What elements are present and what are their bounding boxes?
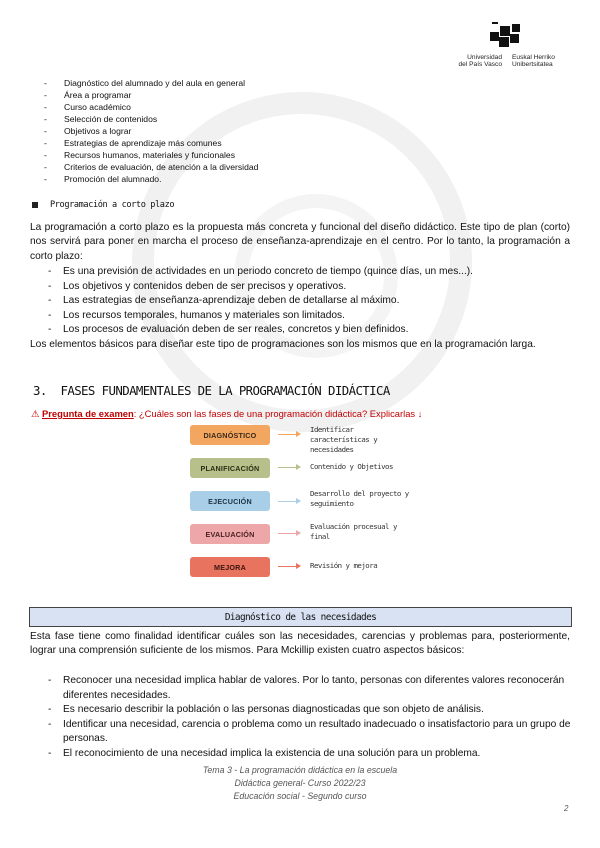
phase-desc: Revisión y mejora (310, 561, 378, 570)
list-item: - Reconocer una necesidad implica hablar de valores. Por lo tanto, personas con diferentes valores reconocerán diferentes necesidades. (48, 675, 565, 701)
list-item: - Promoción del alumnado. (44, 174, 162, 185)
arrow-right-icon (278, 501, 300, 502)
university-logo (446, 16, 570, 74)
list-item: - Los recursos temporales, humanos y materiales son limitados. (48, 309, 345, 321)
list-item: - Objetivos a lograr (44, 126, 132, 137)
phases-diagram (190, 421, 420, 585)
phase-box-planificacion: PLANIFICACIÓN (190, 458, 270, 478)
warning-icon: ⚠ (31, 408, 40, 419)
arrow-right-icon (278, 533, 300, 534)
exam-question: ⚠ Pregunta de examen: ¿Cuáles son las fases de una programación didáctica? Explicarlas ↓ (31, 408, 423, 419)
section-title: 3. FASES FUNDAMENTALES DE LA PROGRAMACIÓN DIDÁCTICA (33, 383, 390, 398)
arrow-right-icon (278, 467, 300, 468)
page-footer: Tema 3 - La programación didáctica en la escuela Didáctica general- Curso 2022/23 Educación social - Segundo curso (202, 765, 398, 802)
phase-box-ejecucion: EJECUCIÓN (190, 491, 270, 511)
list-item: - Recursos humanos, materiales y funcionales (44, 150, 236, 161)
list-item: - Curso académico (44, 102, 131, 113)
list-item: - Los objetivos y contenidos deben de ser precisos y operativos. (48, 280, 347, 292)
list-item: - Selección de contenidos (44, 114, 158, 125)
logo-text-left: Universidad del País Vasco (458, 54, 502, 69)
list-item: - Diagnóstico del alumnado y del aula en general (44, 78, 246, 88)
list-item: - Los procesos de evaluación deben de ser reales, concretos y bien definidos. (48, 324, 409, 336)
short-term-intro: La programación a corto plazo es la propuesta más concreta y funcional del diseño didáctico. Este tipo de plan (corto) nos servirá para poner en marcha el proceso de enseñanza-aprendizaje en el centro. Por lo tanto, la programación a corto plazo: (30, 222, 570, 262)
arrow-right-icon (278, 566, 300, 567)
list-item: - Criterios de evaluación, de atención a la diversidad (44, 162, 259, 173)
list-item: - Identificar una necesidad, carencia o problema como un resultado inadecuado o insatisfactorio para un grupo de personas. (48, 718, 571, 745)
phase-desc: Identificar características y necesidades (310, 425, 378, 454)
list-item: - Las estrategias de enseñanza-aprendizaje deben de detallarse al máximo. (48, 295, 400, 307)
list-item: - Área a programar (44, 90, 132, 101)
needs-heading-box: Diagnóstico de las necesidades (29, 607, 572, 627)
list-item: - El reconocimiento de una necesidad implica la existencia de una solución para un problema. (48, 747, 481, 759)
square-bullet-icon (32, 202, 38, 208)
upv-ehu-emblem (490, 22, 524, 48)
short-term-list (30, 265, 473, 338)
phase-box-mejora: MEJORA (190, 557, 270, 577)
general-programming-list (44, 77, 258, 185)
short-term-closing: Los elementos básicos para diseñar este tipo de programaciones son los mismos que en la programación larga. (30, 339, 536, 350)
short-term-heading: Programación a corto plazo (32, 200, 174, 210)
arrow-right-icon (278, 434, 300, 435)
needs-list (30, 674, 575, 762)
list-item: - Estrategias de aprendizaje más comunes (44, 138, 222, 149)
page-number: 2 (564, 804, 569, 813)
list-item: - Es una previsión de actividades en un periodo concreto de tiempo (quince días, un mes...). (48, 266, 474, 277)
phase-desc: Evaluación procesual y final (310, 522, 397, 541)
phase-desc: Contenido y Objetivos (310, 462, 393, 471)
logo-text-right: Euskal Herriko Unibertsitatea (512, 54, 555, 69)
list-item: - Es necesario describir la población o las personas diagnosticadas que son objeto de análisis. (48, 704, 484, 716)
phase-desc: Desarrollo del proyecto y seguimiento (310, 489, 409, 508)
phase-box-evaluacion: EVALUACIÓN (190, 524, 270, 544)
phase-box-diagnostico: DIAGNÓSTICO (190, 425, 270, 445)
needs-intro: Esta fase tiene como finalidad identificar cuáles son las necesidades, carencias y problemas para, posteriormente, lograr una comprensión suficiente de los mismos. Para Mckillip existen cuatro aspectos básicos: (30, 631, 570, 657)
